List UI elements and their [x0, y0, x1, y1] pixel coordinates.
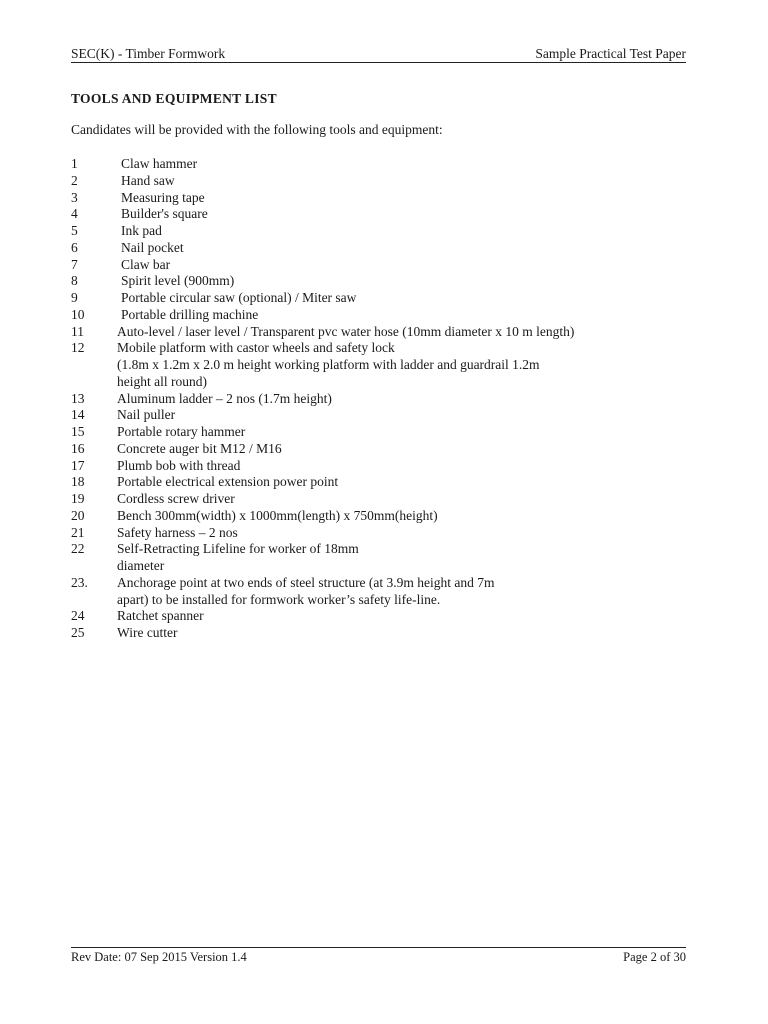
- list-item-text: [117, 340, 691, 390]
- footer-revision: Rev Date: 07 Sep 2015 Version 1.4: [71, 950, 247, 964]
- list-item-text: [117, 541, 691, 575]
- list-item-number: 13: [71, 390, 85, 406]
- list-item-number: 7: [71, 256, 78, 272]
- list-item: [71, 206, 691, 223]
- list-item-text: [117, 391, 691, 408]
- list-item-number: 24: [71, 608, 85, 624]
- list-item-text: [117, 206, 691, 223]
- list-item-line: Cordless screw driver: [117, 491, 235, 506]
- list-item-number: 23.: [71, 574, 88, 590]
- list-item-line: Hand saw: [121, 172, 175, 188]
- list-item-line: Aluminum ladder – 2 nos (1.7m height): [117, 390, 332, 406]
- list-item-number: 19: [71, 491, 85, 506]
- list-item-text: [117, 575, 691, 609]
- list-item-line: height all round): [117, 373, 207, 389]
- list-item-line: (1.8m x 1.2m x 2.0 m height working platform with ladder and guardrail 1.2m: [117, 357, 540, 372]
- list-item: [71, 474, 691, 491]
- list-item-number: 11: [71, 323, 84, 339]
- list-item-number: 5: [71, 223, 78, 238]
- list-item-number: 8: [71, 273, 78, 289]
- list-item: [71, 257, 691, 274]
- list-item-number: 10: [71, 306, 85, 322]
- list-item-text: [117, 525, 691, 542]
- list-item-number: 18: [71, 474, 85, 490]
- intro-text: Candidates will be provided with the following tools and equipment:: [71, 122, 443, 137]
- list-item-line: Bench 300mm(width) x 1000mm(length) x 750mm(height): [117, 507, 438, 523]
- list-item-number: 21: [71, 524, 85, 540]
- header-divider: [71, 62, 686, 63]
- list-item-line: Nail puller: [117, 407, 176, 423]
- list-item-line: Concrete auger bit M12 / M16: [117, 440, 282, 456]
- list-item-line: Mobile platform with castor wheels and safety lock: [117, 340, 395, 356]
- list-item-text: [117, 240, 691, 257]
- list-item-line: Auto-level / laser level / Transparent pvc water hose (10mm diameter x 10 m length): [117, 323, 575, 339]
- list-item: [71, 290, 691, 307]
- list-item-line: Spirit level (900mm): [121, 273, 235, 289]
- list-item-text: [117, 173, 691, 190]
- footer-page-number: Page 2 of 30: [623, 950, 686, 964]
- list-item-number: 20: [71, 507, 85, 523]
- list-item: [71, 173, 691, 190]
- list-item: [71, 190, 691, 207]
- tools-list: [71, 156, 691, 642]
- list-item-number: 9: [71, 290, 78, 305]
- list-item: [71, 608, 691, 625]
- list-item-number: 6: [71, 239, 78, 255]
- list-item-text: [117, 407, 691, 424]
- list-item-number: 17: [71, 457, 85, 473]
- list-item-number: 22: [71, 541, 85, 557]
- footer-divider: [71, 947, 686, 948]
- list-item-line: Self-Retracting Lifeline for worker of 18mm: [117, 541, 359, 557]
- list-item-text: [117, 223, 691, 240]
- list-item: [71, 508, 691, 525]
- list-item-number: 25: [71, 625, 85, 640]
- list-item-number: 14: [71, 407, 85, 423]
- list-item-text: [117, 190, 691, 207]
- list-item-number: 2: [71, 172, 78, 188]
- list-item: [71, 491, 691, 508]
- list-item-line: Plumb bob with thread: [117, 457, 241, 473]
- list-item-line: Wire cutter: [117, 625, 178, 640]
- list-item-text: [117, 625, 691, 642]
- list-item-text: [117, 441, 691, 458]
- list-item-text: [117, 273, 691, 290]
- list-item-line: Ratchet spanner: [117, 608, 204, 624]
- list-item: [71, 407, 691, 424]
- list-item-text: [117, 324, 691, 341]
- list-item: [71, 340, 691, 390]
- list-item-text: [117, 307, 691, 324]
- list-item-number: 16: [71, 440, 85, 456]
- list-item-text: [117, 290, 691, 307]
- list-item: [71, 458, 691, 475]
- list-item-number: 1: [71, 156, 78, 171]
- list-item-line: Portable drilling machine: [121, 306, 259, 322]
- list-item: [71, 307, 691, 324]
- list-item: [71, 575, 691, 609]
- list-item-text: [117, 491, 691, 508]
- list-item: [71, 525, 691, 542]
- list-item-number: 4: [71, 206, 78, 222]
- list-item-line: Portable electrical extension power point: [117, 474, 339, 490]
- list-item-line: Portable circular saw (optional) / Miter saw: [121, 290, 357, 305]
- list-item-text: [117, 508, 691, 525]
- list-item: [71, 541, 691, 575]
- list-item-number: 12: [71, 340, 85, 356]
- list-item-text: [117, 458, 691, 475]
- header-subtitle: Sample Practical Test Paper: [535, 46, 686, 61]
- list-item-line: diameter: [117, 558, 165, 573]
- list-item-text: [117, 257, 691, 274]
- list-item-line: Portable rotary hammer: [117, 424, 246, 439]
- list-item-line: Safety harness – 2 nos: [117, 524, 238, 540]
- list-item-number: 3: [71, 189, 78, 205]
- list-item-line: apart) to be installed for formwork worker’s safety life-line.: [117, 591, 441, 607]
- list-item-text: [117, 608, 691, 625]
- list-item-text: [117, 156, 691, 173]
- list-item-line: Nail pocket: [121, 239, 184, 255]
- list-item-line: Claw bar: [121, 256, 171, 272]
- section-title: TOOLS AND EQUIPMENT LIST: [71, 91, 277, 106]
- list-item-line: Ink pad: [121, 223, 162, 238]
- list-item: [71, 441, 691, 458]
- list-item: [71, 625, 691, 642]
- list-item: [71, 273, 691, 290]
- list-item: [71, 223, 691, 240]
- list-item-text: [117, 424, 691, 441]
- list-item-number: 15: [71, 424, 85, 439]
- list-item-line: Builder's square: [121, 206, 208, 222]
- list-item: [71, 424, 691, 441]
- list-item-line: Anchorage point at two ends of steel structure (at 3.9m height and 7m: [117, 574, 495, 590]
- list-item-line: Claw hammer: [121, 156, 198, 171]
- list-item-line: Measuring tape: [121, 189, 205, 205]
- header-title: SEC(K) - Timber Formwork: [71, 46, 226, 61]
- list-item-text: [117, 474, 691, 491]
- list-item: [71, 240, 691, 257]
- list-item: [71, 156, 691, 173]
- list-item: [71, 391, 691, 408]
- list-item: [71, 324, 691, 341]
